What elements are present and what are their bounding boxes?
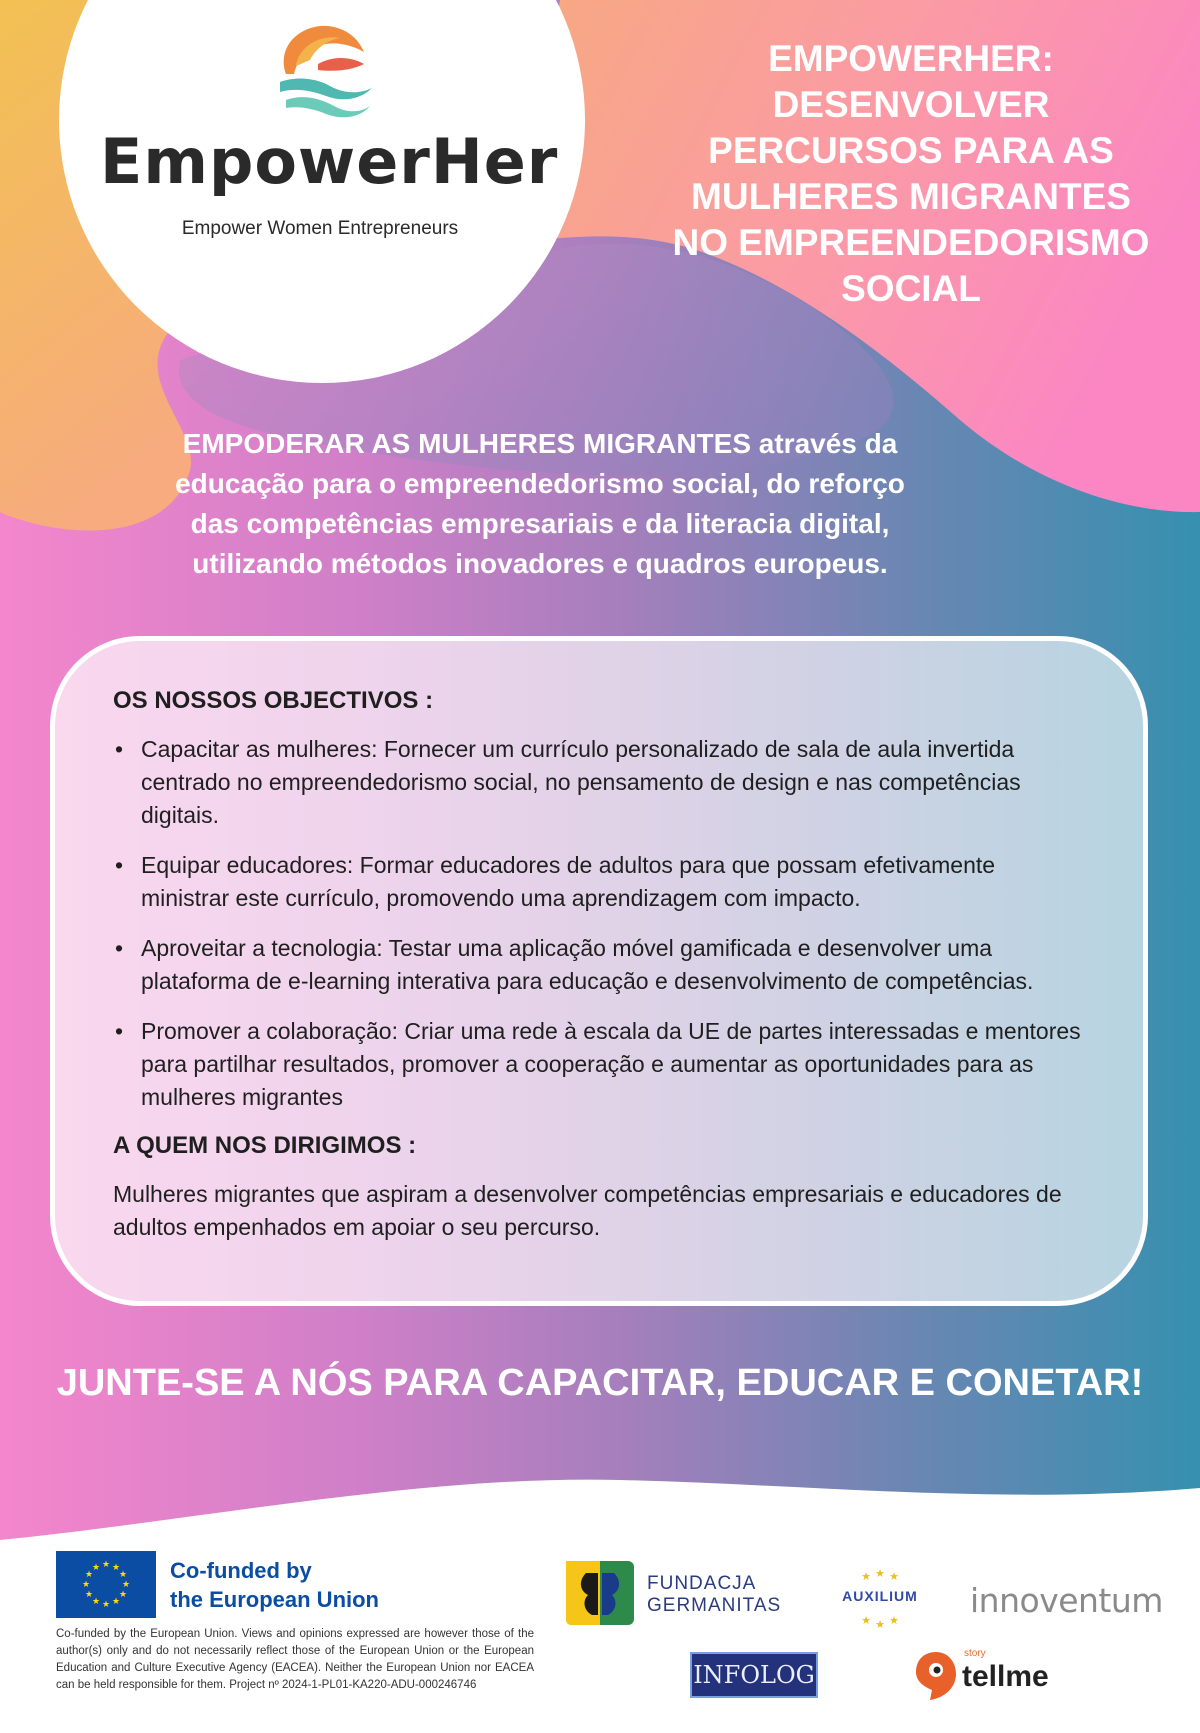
bullet-icon: • — [115, 935, 124, 961]
tellme-story-label: story — [964, 1648, 986, 1659]
svg-text:★: ★ — [118, 1570, 128, 1580]
svg-text:★: ★ — [101, 1600, 111, 1610]
bullet-icon: • — [115, 1018, 124, 1044]
list-item — [113, 849, 1085, 915]
svg-text:★: ★ — [91, 1597, 101, 1607]
objective-text: Equipar educadores: Formar educadores de adultos para que possam efetivamente ministrar este currículo, promovendo uma aprendizagem com impacto. — [141, 852, 996, 911]
intro-body: através da educação para o empreendedorismo social, do reforço das competências empresariais e da literacia digital, utilizando métodos inovadores e quadros europeus. — [175, 428, 905, 579]
audience-text: Mulheres migrantes que aspiram a desenvolver competências empresariais e educadores de adultos empenhados em apoiar o seu percurso. — [113, 1181, 1062, 1240]
list-item — [113, 932, 1085, 998]
eu-cofunded-label — [170, 1556, 430, 1614]
objective-text: Promover a colaboração: Criar uma rede à escala da UE de partes interessadas e mentores para partilhar resultados, promover a cooperação e aumentar as oportunidades para as mulheres migrantes — [141, 1018, 1081, 1110]
intro-text — [170, 424, 910, 584]
svg-text:★: ★ — [84, 1570, 94, 1580]
svg-text:★: ★ — [121, 1580, 131, 1590]
intro-lead: EMPODERAR AS MULHERES MIGRANTES — [182, 428, 751, 459]
innoventum-logo: innoventum — [970, 1581, 1163, 1620]
germanitas-name — [647, 1573, 781, 1617]
info-panel — [50, 636, 1148, 1306]
objective-text: Capacitar as mulheres: Fornecer um currículo personalizado de sala de aula invertida centrado no empreendedorismo social, no pensamento de design e nas competências digitais. — [141, 736, 1021, 828]
objective-text: Aproveitar a tecnologia: Testar uma aplicação móvel gamificada e desenvolver uma plataforma de e-learning interativa para educação e desenvolvimento de competências. — [141, 935, 1034, 994]
svg-text:★: ★ — [861, 1614, 871, 1627]
eu-cofunded-line1: Co-funded by — [170, 1558, 312, 1583]
auxilium-name: AUXILIUM — [842, 1588, 918, 1604]
call-to-action: JUNTE-SE A NÓS PARA CAPACITAR, EDUCAR E CONETAR! — [56, 1362, 1144, 1404]
page-title: EMPOWERHER: DESENVOLVER PERCURSOS PARA AS MULHERES MIGRANTES NO EMPREENDEDORISMO SOCIAL — [672, 38, 1150, 309]
logo-tagline: Empower Women Entrepreneurs — [181, 218, 459, 239]
tellme-bird-icon — [914, 1650, 958, 1702]
logo-wordmark: EmpowerHer — [100, 125, 559, 198]
svg-text:★: ★ — [889, 1614, 899, 1627]
svg-text:★: ★ — [91, 1563, 101, 1573]
empowerher-logo-mark-icon — [266, 16, 376, 126]
eu-cofunded-line2: the European Union — [170, 1587, 379, 1612]
objectives-list — [113, 733, 1085, 1114]
objectives-heading: OS NOSSOS OBJECTIVOS : — [113, 687, 434, 714]
svg-text:★: ★ — [861, 1570, 871, 1583]
germanitas-logo-icon — [566, 1561, 634, 1625]
svg-text:★: ★ — [875, 1567, 885, 1580]
svg-text:★: ★ — [118, 1590, 128, 1600]
infolog-logo: INFOLOG — [690, 1652, 818, 1698]
auxilium-logo — [830, 1566, 930, 1632]
svg-text:★: ★ — [111, 1597, 121, 1607]
bullet-icon: • — [115, 736, 124, 762]
tellme-logo — [914, 1648, 1064, 1702]
eu-disclaimer: Co-funded by the European Union. Views and opinions expressed are however those of the author(s) only and do not necessarily reflect those of the European Union or the European Education and Culture Executive Agency (EACEA). Neither the European Union nor EACEA can be held responsible for them. Project nº 2024-1-PL01-KA220-ADU-000246746 — [56, 1628, 534, 1691]
svg-text:★: ★ — [111, 1563, 121, 1573]
svg-text:★: ★ — [875, 1618, 885, 1631]
svg-text:★: ★ — [889, 1570, 899, 1583]
list-item — [113, 733, 1085, 832]
bullet-icon: • — [115, 852, 124, 878]
germanitas-line2: GERMANITAS — [647, 1595, 782, 1616]
svg-text:★: ★ — [84, 1590, 94, 1600]
audience-heading: A QUEM NOS DIRIGIMOS : — [113, 1132, 417, 1159]
svg-text:★: ★ — [101, 1560, 111, 1570]
list-item — [113, 1015, 1085, 1114]
germanitas-line1: FUNDACJA — [647, 1573, 757, 1594]
eu-flag-icon — [56, 1551, 156, 1618]
tellme-name: tellme — [962, 1660, 1049, 1693]
svg-text:★: ★ — [81, 1580, 91, 1590]
